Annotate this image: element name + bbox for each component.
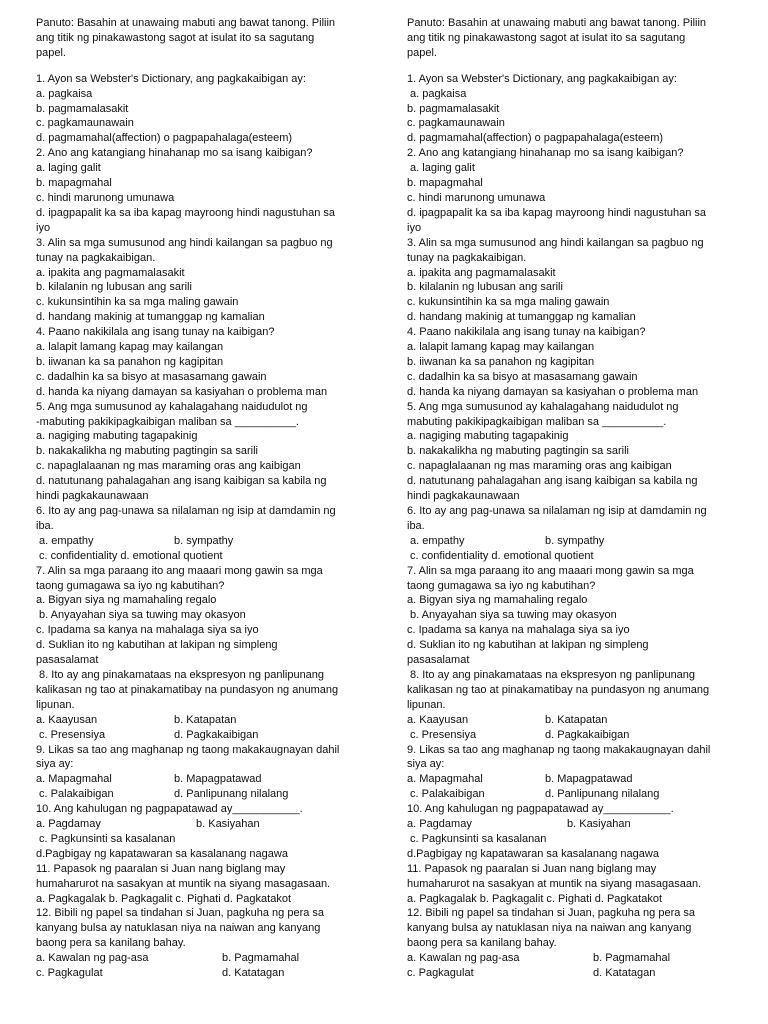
choice-text: b. Pagmamahal	[593, 952, 671, 965]
choice-row	[36, 787, 388, 802]
choice-text: b. Katapatan	[174, 713, 237, 726]
text-line: d.Pagbigay ng kapatawaran sa kasalanang nagawa	[36, 847, 288, 860]
choice-text: a. Mapagmahal	[407, 773, 483, 786]
text-line: c. hindi marunong umunawa	[407, 191, 546, 204]
text-line: c. napaglalaanan ng mas maraming oras ang kaibigan	[36, 460, 301, 473]
choice-text: a. empathy	[36, 534, 94, 547]
choice-text: b. Pagmamahal	[222, 952, 300, 965]
choice-row	[407, 787, 759, 802]
text-line: d. Suklian ito ng kabutihan at lakipan ng simpleng	[407, 639, 649, 652]
text-line: 2. Ano ang katangiang hinahanap mo sa isang kaibigan?	[407, 147, 684, 160]
text-line: papel.	[36, 46, 66, 59]
text-line: b. iiwanan ka sa panahon ng kagipitan	[407, 355, 595, 368]
text-line: c. confidentiality d. emotional quotient	[407, 549, 594, 562]
text-line: a. lalapit lamang kapag may kailangan	[36, 341, 224, 354]
choice-text: a. Kaayusan	[407, 713, 469, 726]
text-line: 10. Ang kahulugan ng pagpapatawad ay___________.	[36, 803, 303, 816]
text-line: -mabuting pakikipagkaibigan maliban sa __________.	[36, 415, 299, 428]
text-line: d.Pagbigay ng kapatawaran sa kasalanang nagawa	[407, 847, 659, 860]
text-line: 7. Alin sa mga paraang ito ang maaari mong gawin sa mga	[407, 564, 694, 577]
text-line: 1. Ayon sa Webster's Dictionary, ang pagkakaibigan ay:	[407, 72, 677, 85]
text-line: lipunan.	[407, 698, 446, 711]
text-line: hindi pagkakaunawaan	[36, 490, 149, 503]
text-line: ang titik ng pinakawastong sagot at isulat ito sa sagutang	[36, 31, 315, 44]
text-line: c. Pagkunsinti sa kasalanan	[407, 832, 547, 845]
text-line: ang titik ng pinakawastong sagot at isulat ito sa sagutang	[407, 31, 686, 44]
text-line: iba.	[407, 519, 425, 532]
text-line: 2. Ano ang katangiang hinahanap mo sa isang kaibigan?	[36, 147, 313, 160]
worksheet-column-left	[36, 16, 388, 981]
text-line: taong gumagawa sa iyo ng kabutihan?	[36, 579, 225, 592]
choice-row	[36, 534, 388, 549]
text-line: b. kilalanin ng lubusan ang sarili	[407, 281, 563, 294]
text-line: b. mapagmahal	[36, 177, 112, 190]
text-line: b. nakakalikha ng mabuting pagtingin sa sarili	[36, 445, 258, 458]
choice-text: a. Mapagmahal	[36, 773, 112, 786]
text-line: d. Suklian ito ng kabutihan at lakipan ng simpleng	[36, 639, 278, 652]
choice-text: a. Pagdamay	[36, 818, 101, 831]
text-line: b. Anyayahan siya sa tuwing may okasyon	[36, 609, 246, 622]
text-line: d. handa ka niyang damayan sa kasiyahan o problema man	[407, 385, 699, 398]
text-line: lipunan.	[36, 698, 75, 711]
text-line: a. Bigyan siya ng mamahaling regalo	[36, 594, 217, 607]
text-line: taong gumagawa sa iyo ng kabutihan?	[407, 579, 596, 592]
text-line: c. Pagkunsinti sa kasalanan	[36, 832, 176, 845]
text-line: c. kukunsintihin ka sa mga maling gawain	[36, 296, 239, 309]
text-line: b. pagmamalasakit	[36, 102, 129, 115]
text-line: a. ipakita ang pagmamalasakit	[407, 266, 556, 279]
text-line: siya ay:	[407, 758, 445, 771]
choice-text: a. Kawalan ng pag-asa	[407, 952, 520, 965]
choice-text: c. Palakaibigan	[407, 788, 485, 801]
choice-text: b. Kasiyahan	[196, 818, 260, 831]
choice-row	[36, 966, 388, 981]
text-line: a. laging galit	[36, 162, 101, 175]
text-line: humaharurot na sasakyan at muntik na siyang masagasaan.	[36, 877, 331, 890]
choice-row	[36, 772, 388, 787]
text-line: 9. Likas sa tao ang maghanap ng taong makakaugnayan dahil	[407, 743, 711, 756]
text-line: 5. Ang mga sumusunod ay kahalagahang naidudulot ng	[407, 400, 679, 413]
choice-text: d. Panlipunang nilalang	[174, 788, 289, 801]
text-line: kanyang bulsa ay natuklasan niya na naiwan ang kanyang	[407, 922, 692, 935]
text-line: 12. Bibili ng papel sa tindahan si Juan, pagkuha ng pera sa	[36, 907, 325, 920]
text-line: 1. Ayon sa Webster's Dictionary, ang pagkakaibigan ay:	[36, 72, 306, 85]
text-line: a. nagiging mabuting tagapakinig	[36, 430, 198, 443]
text-line: tunay na pagkakaibigan.	[407, 251, 527, 264]
text-line: Panuto: Basahin at unawaing mabuti ang bawat tanong. Piliin	[36, 17, 336, 29]
choice-row	[36, 713, 388, 728]
choice-row	[407, 728, 759, 743]
text-line: 7. Alin sa mga paraang ito ang maaari mong gawin sa mga	[36, 564, 323, 577]
text-line: 8. Ito ay ang pinakamataas na ekspresyon ng panlipunang	[407, 668, 696, 681]
text-line: kanyang bulsa ay natuklasan niya na naiwan ang kanyang	[36, 922, 321, 935]
text-line: 10. Ang kahulugan ng pagpapatawad ay___________.	[407, 803, 674, 816]
text-line: siya ay:	[36, 758, 74, 771]
choice-row	[36, 817, 388, 832]
text-line: a. ipakita ang pagmamalasakit	[36, 266, 185, 279]
text-line: d. ipagpapalit ka sa iba kapag mayroong hindi nagustuhan sa	[36, 206, 336, 219]
choice-text: c. Pagkagulat	[36, 967, 103, 980]
choice-text: b. Katapatan	[545, 713, 608, 726]
choice-text: c. Presensiya	[407, 728, 477, 741]
text-line: d. handang makinig at tumanggap ng kamalian	[36, 311, 265, 324]
text-line: c. Ipadama sa kanya na mahalaga siya sa iyo	[407, 624, 630, 637]
choice-row	[36, 951, 388, 966]
choice-text: a. Kawalan ng pag-asa	[36, 952, 149, 965]
text-line: Panuto: Basahin at unawaing mabuti ang bawat tanong. Piliin	[407, 17, 707, 29]
text-line: papel.	[407, 46, 437, 59]
text-line: 6. Ito ay ang pag-unawa sa nilalaman ng isip at damdamin ng	[407, 505, 707, 517]
text-line: a. pagkaisa	[36, 87, 93, 100]
text-line: 3. Alin sa mga sumusunod ang hindi kailangan sa pagbuo ng	[407, 236, 704, 249]
text-line: humaharurot na sasakyan at muntik na siyang masagasaan.	[407, 877, 702, 890]
text-line: 5. Ang mga sumusunod ay kahalagahang naidudulot ng	[36, 400, 308, 413]
text-line: 9. Likas sa tao ang maghanap ng taong makakaugnayan dahil	[36, 743, 340, 756]
text-line: 11. Papasok ng paaralan si Juan nang biglang may	[36, 862, 286, 875]
choice-text: c. Palakaibigan	[36, 788, 114, 801]
text-line: pasasalamat	[407, 654, 470, 667]
text-line: a. nagiging mabuting tagapakinig	[407, 430, 569, 443]
text-line: iyo	[407, 221, 422, 234]
text-line: d. natutunang pahalagahan ang isang kaibigan sa kabila ng	[407, 475, 698, 488]
text-line: b. iiwanan ka sa panahon ng kagipitan	[36, 355, 224, 368]
text-line: c. napaglalaanan ng mas maraming oras ang kaibigan	[407, 460, 672, 473]
text-line: 8. Ito ay ang pinakamataas na ekspresyon ng panlipunang	[36, 668, 325, 681]
text-line: d. handang makinig at tumanggap ng kamalian	[407, 311, 636, 324]
choice-text: a. empathy	[407, 534, 465, 547]
choice-text: b. sympathy	[174, 534, 234, 547]
text-line: c. hindi marunong umunawa	[36, 191, 175, 204]
text-line: d. pagmamahal(affection) o pagpapahalaga(esteem)	[407, 132, 664, 145]
text-line: b. kilalanin ng lubusan ang sarili	[36, 281, 192, 294]
text-line: baong pera sa kanilang bahay.	[407, 937, 557, 950]
text-line: b. nakakalikha ng mabuting pagtingin sa sarili	[407, 445, 629, 458]
text-line: c. dadalhin ka sa bisyo at masasamang gawain	[36, 370, 267, 383]
choice-row	[407, 772, 759, 787]
text-line: c. confidentiality d. emotional quotient	[36, 549, 223, 562]
text-line: mabuting pakikipagkaibigan maliban sa __________.	[407, 415, 667, 428]
text-line: 4. Paano nakikilala ang isang tunay na kaibigan?	[407, 326, 646, 339]
text-line: a. pagkaisa	[407, 87, 467, 100]
text-line: tunay na pagkakaibigan.	[36, 251, 156, 264]
choice-text: a. Pagdamay	[407, 818, 472, 831]
choice-text: b. Kasiyahan	[567, 818, 631, 831]
text-line: d. natutunang pahalagahan ang isang kaibigan sa kabila ng	[36, 475, 327, 488]
choice-text: c. Pagkagulat	[407, 967, 474, 980]
text-line: c. Ipadama sa kanya na mahalaga siya sa iyo	[36, 624, 259, 637]
choice-row	[407, 713, 759, 728]
text-line: 3. Alin sa mga sumusunod ang hindi kailangan sa pagbuo ng	[36, 236, 333, 249]
text-line: d. ipagpapalit ka sa iba kapag mayroong hindi nagustuhan sa	[407, 206, 707, 219]
worksheet-column-right	[407, 16, 759, 981]
choice-row	[407, 817, 759, 832]
choice-text: b. Mapagpatawad	[545, 773, 633, 786]
choice-row	[407, 534, 759, 549]
choice-text: d. Pagkakaibigan	[545, 728, 630, 741]
choice-text: b. sympathy	[545, 534, 605, 547]
text-line: 12. Bibili ng papel sa tindahan si Juan, pagkuha ng pera sa	[407, 907, 696, 920]
text-line: b. mapagmahal	[407, 177, 483, 190]
choice-text: d. Panlipunang nilalang	[545, 788, 660, 801]
text-line: a. Pagkagalak b. Pagkagalit c. Pighati d. Pagkatakot	[407, 892, 662, 905]
text-line: c. dadalhin ka sa bisyo at masasamang gawain	[407, 370, 638, 383]
text-line: 11. Papasok ng paaralan si Juan nang biglang may	[407, 862, 657, 875]
text-line: b. Anyayahan siya sa tuwing may okasyon	[407, 609, 617, 622]
choice-row	[36, 728, 388, 743]
choice-row	[407, 966, 759, 981]
choice-row	[407, 951, 759, 966]
text-line: kalikasan ng tao at pinakamatibay na pundasyon ng anumang	[407, 683, 710, 696]
text-line: c. pagkamaunawain	[407, 117, 505, 130]
text-line: 6. Ito ay ang pag-unawa sa nilalaman ng isip at damdamin ng	[36, 505, 336, 517]
text-line: c. pagkamaunawain	[36, 117, 134, 130]
text-line: 4. Paano nakikilala ang isang tunay na kaibigan?	[36, 326, 275, 339]
text-line: pasasalamat	[36, 654, 99, 667]
text-line: d. handa ka niyang damayan sa kasiyahan o problema man	[36, 385, 328, 398]
choice-text: d. Pagkakaibigan	[174, 728, 259, 741]
text-line: iyo	[36, 221, 51, 234]
text-line: b. pagmamalasakit	[407, 102, 500, 115]
text-line: d. pagmamahal(affection) o pagpapahalaga(esteem)	[36, 132, 293, 145]
text-line: a. Pagkagalak b. Pagkagalit c. Pighati d. Pagkatakot	[36, 892, 291, 905]
text-line: hindi pagkakaunawaan	[407, 490, 520, 503]
text-line: c. kukunsintihin ka sa mga maling gawain	[407, 296, 610, 309]
choice-text: d. Katatagan	[593, 967, 656, 980]
text-line: a. laging galit	[407, 162, 475, 175]
text-line: a. Bigyan siya ng mamahaling regalo	[407, 594, 588, 607]
text-line: kalikasan ng tao at pinakamatibay na pundasyon ng anumang	[36, 683, 339, 696]
choice-text: c. Presensiya	[36, 728, 106, 741]
choice-text: d. Katatagan	[222, 967, 285, 980]
text-line: iba.	[36, 519, 54, 532]
choice-text: a. Kaayusan	[36, 713, 98, 726]
choice-text: b. Mapagpatawad	[174, 773, 262, 786]
text-line: a. lalapit lamang kapag may kailangan	[407, 341, 595, 354]
text-line: baong pera sa kanilang bahay.	[36, 937, 186, 950]
